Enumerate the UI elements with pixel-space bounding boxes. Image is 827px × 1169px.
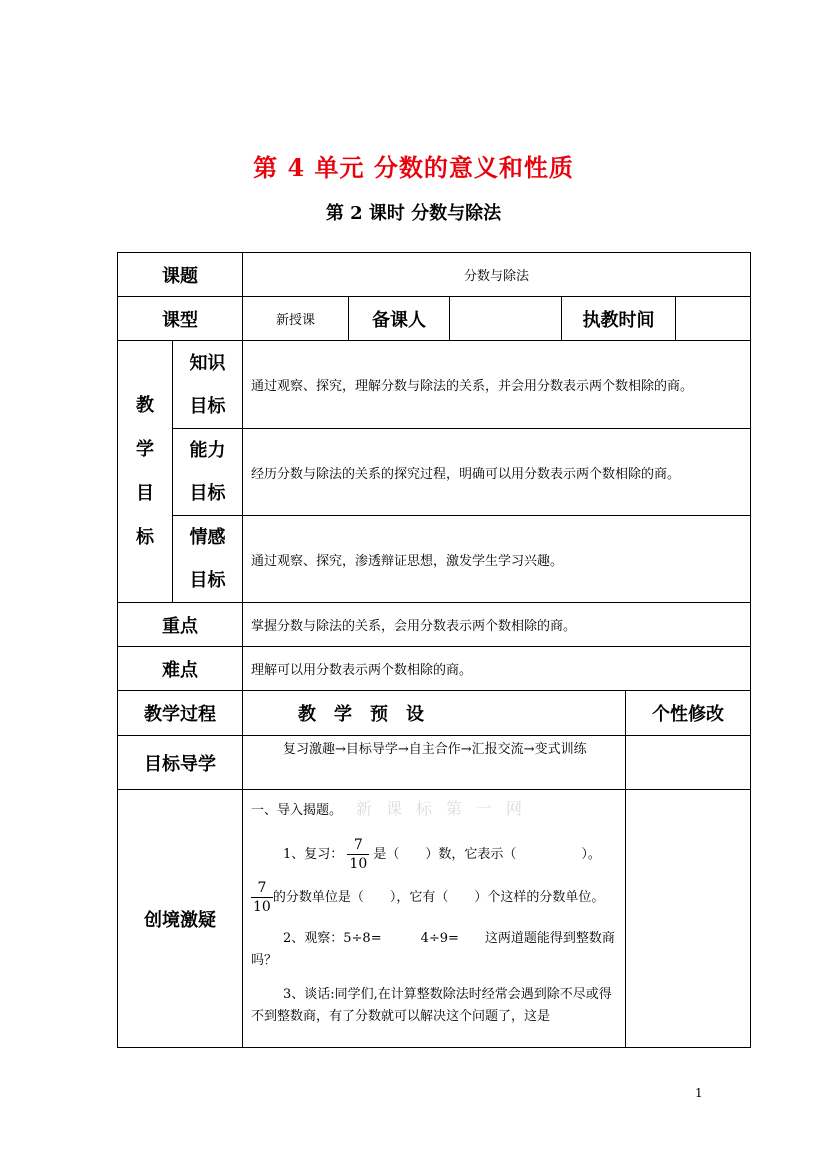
goals-char: 标 (136, 526, 154, 548)
ability-goal-text: 经历分数与除法的关系的探究过程，明确可以用分数表示两个数相除的商。 (251, 466, 681, 482)
ability-goal-label: 能力 目标 (189, 440, 226, 504)
unit-title: 第 4 单元 分数的意义和性质 (253, 153, 574, 182)
observe-line: 2、观察：5÷8= 4÷9= 这两道题能得到整数商吗？ (251, 931, 615, 968)
type-label: 课型 (162, 309, 198, 331)
knowledge-goal-label: 知识 目标 (189, 352, 226, 417)
teaching-goals-label (118, 341, 172, 602)
emotion-goal-text: 通过观察、探究，渗透辩证思想，激发学生学习兴趣。 (251, 553, 564, 569)
goals-char: 目 (136, 482, 154, 504)
emotion-goal-label: 情感 目标 (189, 527, 226, 591)
preparer-label: 备课人 (372, 309, 426, 331)
topic-label: 课题 (162, 265, 198, 287)
teaching-preset-label: 教 学 预 设 (298, 704, 424, 725)
difficulty-label: 难点 (162, 659, 198, 681)
goals-char: 教 (136, 394, 154, 416)
unit-line: $\frac{7}{10}$ 的分数单位是（ ），它有（ ）个这样的分数单位。 (253, 880, 605, 915)
page-number: 1 (695, 1086, 703, 1100)
fraction: $\frac{7}{10}$ (253, 880, 271, 915)
teaching-time-value[interactable] (676, 297, 750, 340)
goals-char: 学 (136, 438, 154, 460)
intro-heading: 一、导入揭题。 (251, 803, 343, 818)
scenario-content (251, 798, 621, 1046)
difficulty-text: 理解可以用分数表示两个数相除的商。 (251, 663, 473, 678)
teaching-time-label: 执教时间 (582, 309, 655, 331)
topic-value: 分数与除法 (463, 269, 529, 284)
personal-revision-label: 个性修改 (652, 704, 724, 725)
talk-line: 3、谈话:同学们,在计算整数除法时经常会遇到除不尽或得不到整数商，有了分数就可以解决这个问题了，这是 (251, 987, 612, 1024)
review-line: 1、复习： $\frac{7}{10}$ 是（ ）数，它表示（ ）。 (283, 837, 601, 872)
key-point-text: 掌握分数与除法的关系，会用分数表示两个数相除的商。 (251, 619, 577, 634)
key-point-label: 重点 (162, 615, 198, 637)
scenario-label: 创境激疑 (144, 909, 216, 931)
goal-guide-text: 复习激趣→目标导学→自主合作→汇报交流→变式训练 (283, 742, 587, 757)
preparer-value[interactable] (450, 297, 561, 340)
goal-guide-label: 目标导学 (144, 753, 216, 775)
type-value: 新授课 (275, 313, 315, 328)
knowledge-goal-text: 通过观察、探究，理解分数与除法的关系，并会用分数表示两个数相除的商。 (251, 379, 694, 394)
watermark-text: 新课标第一网 (356, 799, 537, 818)
fraction: $\frac{7}{10}$ (349, 837, 368, 872)
teaching-process-label: 教学过程 (144, 704, 216, 725)
lesson-subtitle: 第 2 课时 分数与除法 (325, 203, 502, 224)
